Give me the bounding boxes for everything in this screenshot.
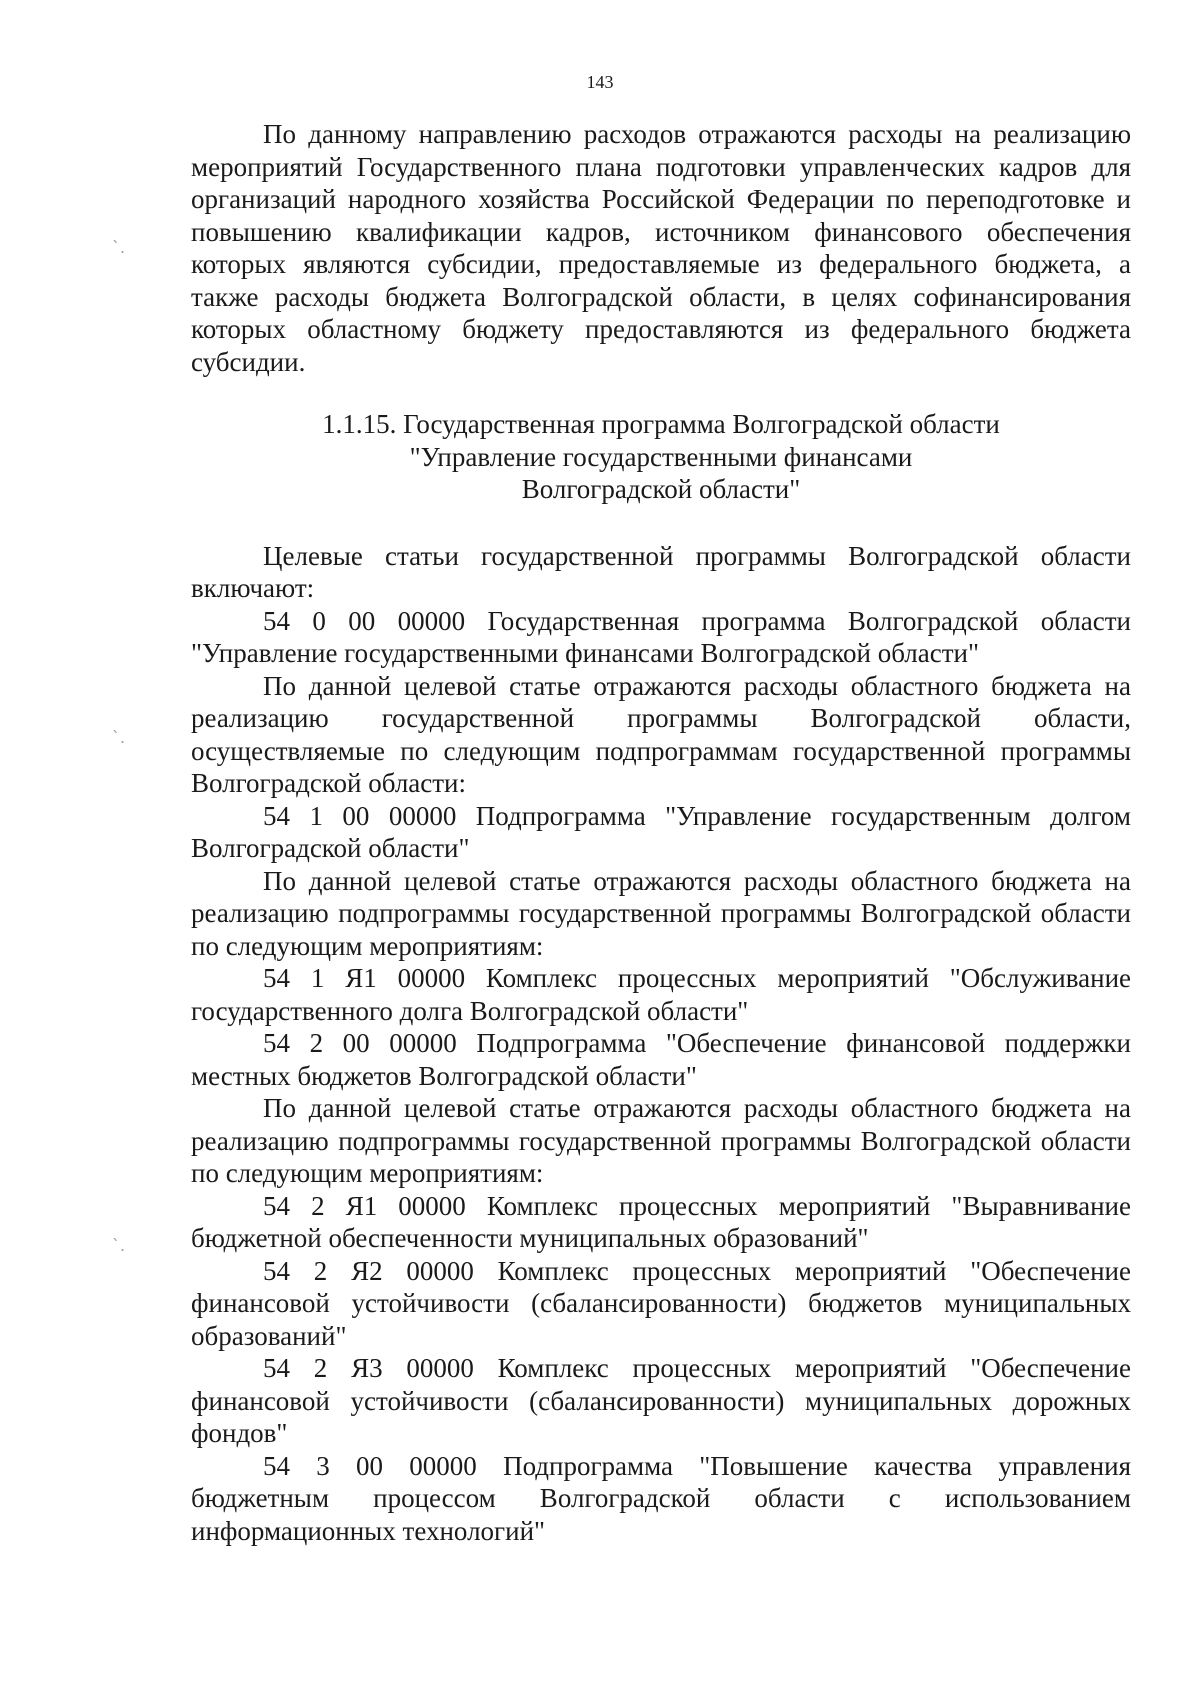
section-heading-line: 1.1.15. Государственная программа Волгоградской области: [322, 409, 1000, 439]
paragraph: Целевые статьи государственной программы Волгоградской области включают:: [191, 540, 1131, 603]
paragraph: По данной целевой статье отражаются расходы областного бюджета на реализацию государственной программы Волгоградской области, осуществляемые по следующим подпрограммам государственной программы Волгоградской области:: [191, 670, 1131, 798]
section-heading-line: "Управление государственными финансами: [409, 441, 913, 472]
paragraph: 54 0 00 00000 Государственная программа Волгоградской области "Управление государственными финансами Волгоградской области": [191, 605, 1131, 668]
paragraph: 54 2 00 00000 Подпрограмма "Обеспечение финансовой поддержки местных бюджетов Волгоградской области": [191, 1028, 1131, 1091]
intro-paragraph: По данному направлению расходов отражаются расходы на реализацию мероприятий Государственного плана подготовки управленческих кадров для организаций народного хозяйства Российской Федерации по переподготовке и повышению квалификации кадров, источником финансового обеспечения которых являются субсидии, предоставляемые из федерального бюджета, а также расходы бюджета Волгоградской области, в целях софинансирования которых областному бюджету предоставляются из федерального бюджета субсидии.: [191, 119, 1131, 377]
paragraph: 54 2 Я1 00000 Комплекс процессных мероприятий "Выравнивание бюджетной обеспеченности муниципальных образований": [191, 1190, 1131, 1253]
page-number: 143: [586, 72, 614, 92]
paragraph: По данной целевой статье отражаются расходы областного бюджета на реализацию подпрограммы государственной программы Волгоградской области по следующим мероприятиям:: [191, 865, 1131, 961]
paragraph: По данной целевой статье отражаются расходы областного бюджета на реализацию подпрограммы государственной программы Волгоградской области по следующим мероприятиям:: [191, 1093, 1131, 1188]
paragraph: 54 2 Я3 00000 Комплекс процессных мероприятий "Обеспечение финансовой устойчивости (сбалансированности) муниципальных дорожных фондов": [191, 1353, 1131, 1448]
section-heading-line: Волгоградской области": [521, 474, 801, 504]
scan-mark: ˋ.: [112, 1236, 126, 1255]
paragraph: 54 2 Я2 00000 Комплекс процессных мероприятий "Обеспечение финансовой устойчивости (сбалансированности) бюджетов муниципальных образований": [191, 1255, 1131, 1351]
document-body: [191, 118, 1131, 1547]
paragraph: 54 1 00 00000 Подпрограмма "Управление государственным долгом Волгоградской области": [191, 800, 1131, 863]
paragraph: 54 3 00 00000 Подпрограмма "Повышение качества управления бюджетным процессом Волгоградской области с использованием информационных технологий": [191, 1450, 1131, 1546]
paragraph: 54 1 Я1 00000 Комплекс процессных мероприятий "Обслуживание государственного долга Волгоградской области": [191, 963, 1131, 1026]
scan-mark: ˋ.: [112, 238, 126, 257]
scan-mark: ˋ.: [112, 728, 126, 747]
section-heading: [191, 408, 1131, 506]
